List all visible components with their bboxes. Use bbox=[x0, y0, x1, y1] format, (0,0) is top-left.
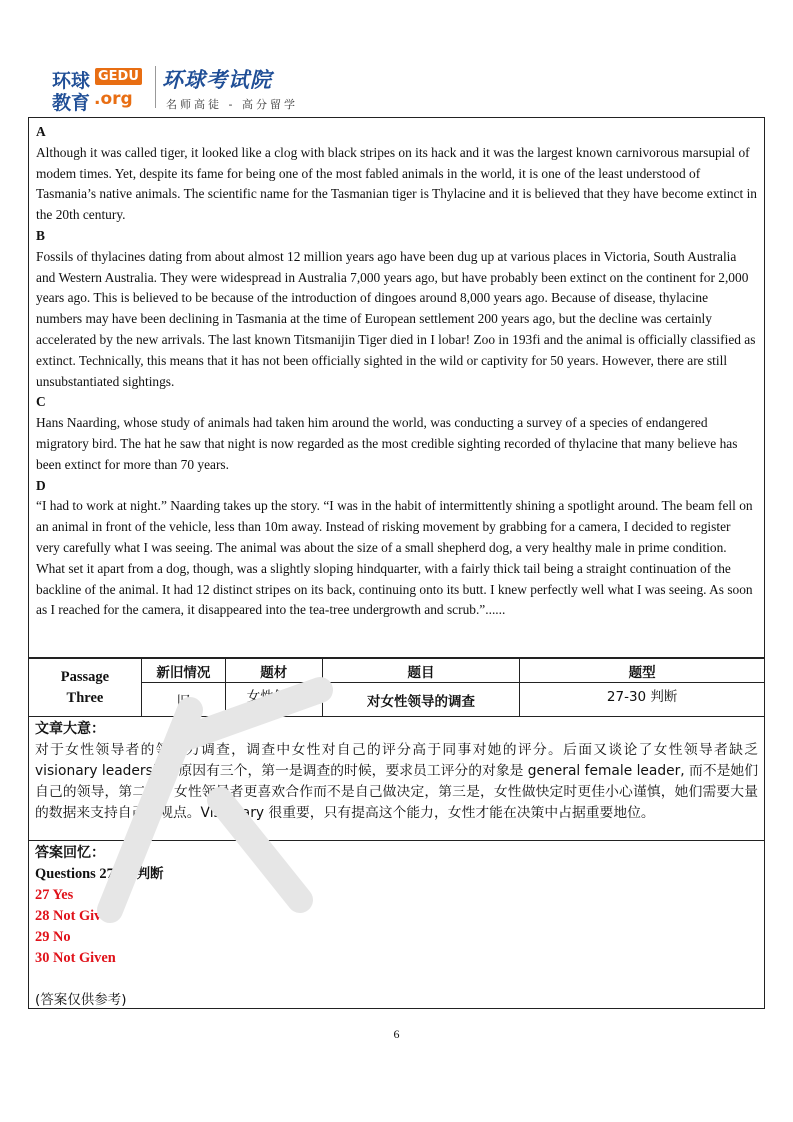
question-range: Questions 27-30 bbox=[35, 866, 133, 882]
header-logo bbox=[52, 62, 312, 112]
logo-org: .org bbox=[94, 89, 133, 109]
passage-box bbox=[28, 117, 765, 658]
section-text-c: Hans Naarding, whose study of animals had taken him around the world, was conducting a survey of a species of endangered migratory bird. The hat he saw that night is now regarded as the most credible sighting recorded of thylacine that many believe has been extinct for more than 70 years. bbox=[36, 415, 738, 472]
answers-title: 答案回忆： bbox=[35, 845, 105, 861]
section-text-b: Fossils of thylacines dating from about almost 12 million years ago have been dug up at various places in Victoria, South Australia and Western Australia. They were widespread in Australia 7,000 years ago, but have probably been extinct on the continent for 2,000 years ago. This is believed to be because of the introduction of dingoes around 8,000 years ago. Because of disease, thylacine numbers may have been declining in Tasmania at the time of European settlement 200 years ago, but the decline was certainly accelerated by the new arrivals. The last known Titsmanijin Tiger died in I lobar! Zoo in 193fi and the animal is officially classified as extinct. Technically, this means that it has not been officially sighted in the wild or captivity for 50 years. However, there are still unsubstantiated sightings. bbox=[36, 248, 756, 389]
header-type: 题型 bbox=[520, 659, 765, 683]
header-status: 新旧情况 bbox=[141, 659, 225, 683]
passage-number-cell bbox=[29, 659, 142, 717]
answer-item: 29 No bbox=[35, 929, 71, 945]
answer-item: 30 Not Given bbox=[35, 950, 116, 966]
section-label-b: B bbox=[36, 227, 45, 243]
logo-divider bbox=[155, 66, 156, 108]
value-title: 对女性领导的调查 bbox=[322, 683, 520, 717]
logo-text-top: 环球 bbox=[52, 70, 91, 92]
logo-tag: GEDU bbox=[95, 68, 142, 85]
value-type: 27-30 判断 bbox=[520, 683, 765, 717]
page-number: 6 bbox=[393, 1027, 400, 1041]
section-label-d: D bbox=[36, 477, 46, 493]
passage-number: Three bbox=[66, 689, 104, 706]
header-title: 题目 bbox=[322, 659, 520, 683]
summary-title: 文章大意： bbox=[35, 721, 105, 737]
logo-text-bottom: 教育 bbox=[52, 92, 91, 114]
section-label-c: C bbox=[36, 394, 46, 410]
section-text-a: Although it was called tiger, it looked like a clog with black stripes on its hack and it was the largest known carnivorous marsupial of modem times. Yet, despite its fame for being one of the most fabled animals in the world, it is one of the least understood of Tasmania’s native animals. The scientific name for the Tasmanian tiger is Thylacine and it is believed that they have become extinct in the 20th century. bbox=[36, 144, 757, 223]
summary-answers-box bbox=[28, 716, 765, 1009]
summary-section bbox=[29, 717, 764, 841]
value-topic: 女性领袖 bbox=[225, 683, 322, 717]
answer-item: 27 Yes bbox=[35, 887, 74, 903]
answer-note: (答案仅供参考) bbox=[35, 992, 127, 1008]
question-type: 判断 bbox=[136, 866, 164, 882]
answers-section bbox=[29, 841, 764, 1013]
section-label-a: A bbox=[36, 124, 46, 139]
value-status: 旧 bbox=[141, 683, 225, 717]
question-heading bbox=[35, 864, 758, 885]
header-topic: 题材 bbox=[225, 659, 322, 683]
passage-info-table bbox=[28, 658, 765, 717]
summary-text: 对于女性领导者的领导力调查，调查中女性对自己的评分高于同事对她的评分。后面又谈论了女性领导者缺乏 visionary leadership,原因有三个，第一是调查的时候，要求员工评分的对象是 general female leader, 而不是她们自己的领导，第二是，女性领导者更喜欢合作而不是自己做决定，第三是，女性做快定时更佳小心谨慎，她们需要大量的数据来支持自己的观点。Visionary 很重要，只有提高这个能力，女性才能在决策中占据重要地位。 bbox=[35, 742, 759, 821]
passage-label: Passage bbox=[60, 668, 110, 685]
answer-item: 28 Not Given bbox=[35, 908, 116, 924]
logo-slogan: 名师高徒 - 高分留学 bbox=[166, 98, 298, 111]
section-text-d: “I had to work at night.” Naarding takes up the story. “I was in the habit of intermittently shining a spotlight around. The beam fell on an animal in front of the vehicle, less than 10m away. Instead of risking movement by grabbing for a camera, I decided to register very carefully what I was seeing. The animal was about the size of a small shepherd dog, a very healthy male in prime condition. What set it apart from a dog, though, was a slightly sloping hindquarter, with a fairly thick tail being a straight continuation of the backline of the animal. It had 12 distinct stripes on its back, continuing onto its butt. I knew perfectly well what I was seeing. As soon as I reached for the camera, it disappeared into the tea-tree undergrowth and scrub.”...... bbox=[36, 498, 753, 618]
exam-logo bbox=[162, 62, 298, 112]
logo-brand: 环球考试院 bbox=[162, 68, 272, 92]
